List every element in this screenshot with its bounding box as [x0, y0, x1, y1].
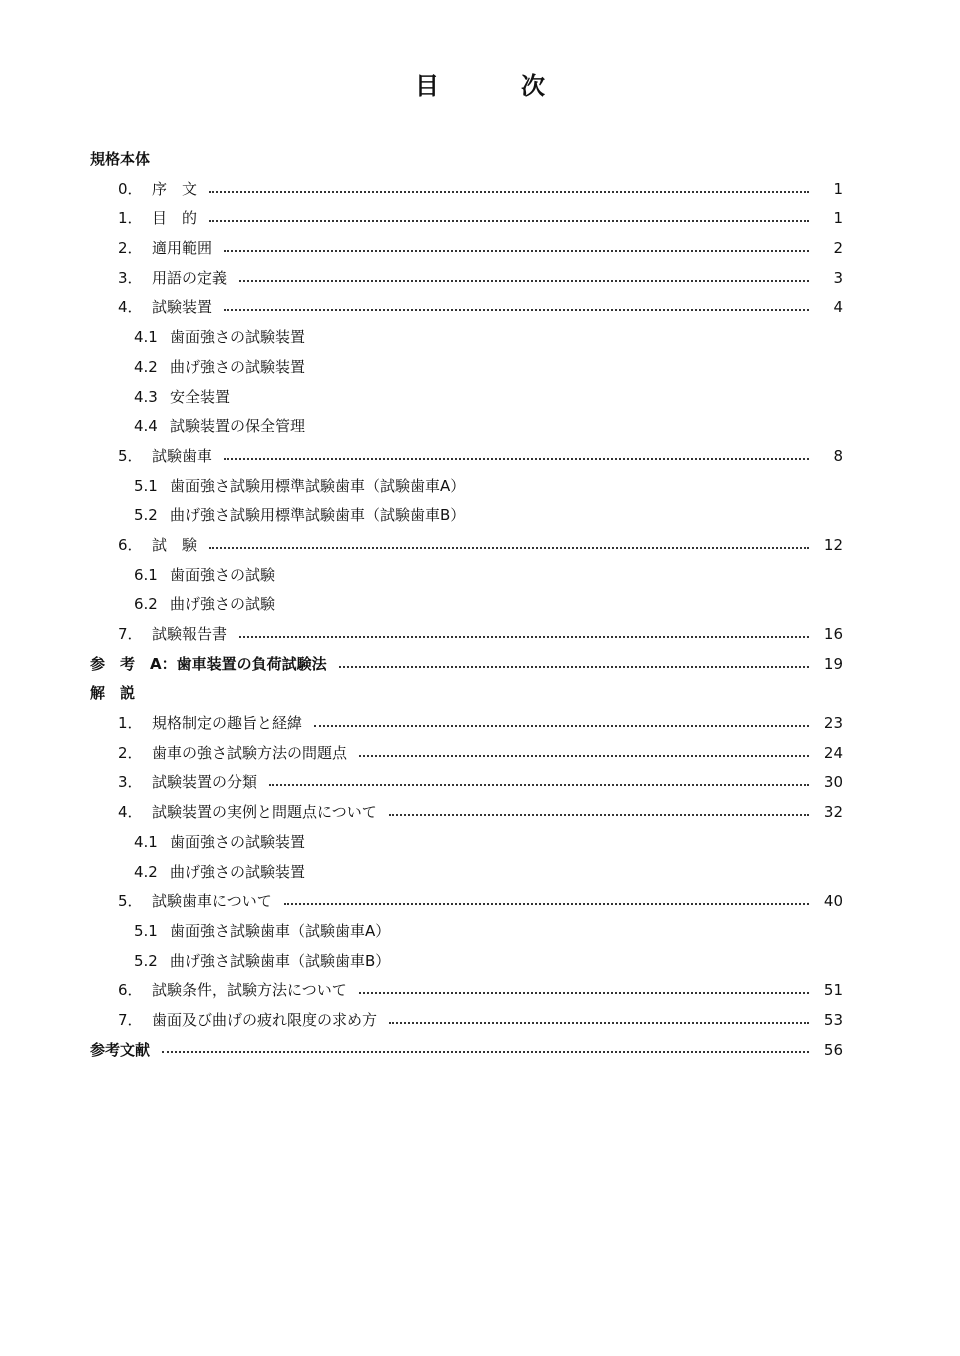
- dot-leader: [284, 903, 809, 905]
- toc-entry-label: 試験報告書: [152, 625, 228, 643]
- toc-entry[interactable]: [0, 709, 960, 739]
- toc-entry-number: 6．: [118, 535, 143, 554]
- toc-entry-label: 試験装置の実例と問題点について: [152, 803, 377, 822]
- toc-entry[interactable]: [0, 947, 960, 977]
- toc-entry-label: 試験歯車について: [152, 892, 272, 911]
- toc-entry[interactable]: [0, 976, 960, 1006]
- toc-page-number: 32: [823, 803, 843, 822]
- toc-entry[interactable]: [0, 768, 960, 798]
- toc-section-heading[interactable]: [0, 650, 960, 680]
- toc-page-number: 4: [833, 298, 843, 317]
- toc-entry[interactable]: [0, 620, 960, 650]
- toc-entry-label: 歯面及び曲げの疲れ限度の求め方: [152, 1010, 378, 1029]
- toc-entry-label: 解 説: [90, 684, 136, 703]
- toc-entry-number: 4.1: [134, 832, 158, 851]
- toc-page-number: 1: [833, 179, 843, 198]
- toc-entry-number: 3．: [118, 268, 143, 287]
- dot-leader: [224, 309, 809, 311]
- toc-entry[interactable]: [0, 383, 960, 413]
- toc-entry[interactable]: [0, 353, 960, 383]
- dot-leader: [209, 220, 809, 222]
- toc-entry-number: 2．: [118, 239, 143, 258]
- toc-entry[interactable]: [0, 1006, 960, 1036]
- toc-entry-label: 試験歯車: [152, 446, 213, 465]
- toc-entry-number: 4.2: [134, 862, 158, 881]
- dot-leader: [359, 755, 809, 757]
- title-char-1: 目: [415, 72, 439, 100]
- toc-entry[interactable]: [0, 175, 960, 205]
- toc-entry[interactable]: [0, 501, 960, 531]
- toc-entry-label: 歯車の強さ試験方法の問題点: [152, 743, 348, 762]
- toc-page-number: 23: [823, 714, 843, 733]
- toc-entry-label: 試験装置の分類: [152, 773, 258, 792]
- toc-entry-number: 5．: [118, 446, 143, 465]
- toc-entry-number: 6.1: [134, 565, 158, 584]
- toc-entry-number: 4．: [118, 298, 143, 317]
- toc-entry-label: 曲げ強さの試験装置: [170, 357, 306, 376]
- toc-entry-number: 4.4: [134, 417, 158, 436]
- toc-entry-label: 試 験: [152, 535, 198, 554]
- dot-leader: [224, 250, 809, 252]
- toc-entry[interactable]: [0, 442, 960, 472]
- toc-entry-label: 規格本体: [90, 150, 151, 168]
- toc-page-number: 3: [833, 268, 843, 287]
- dot-leader: [389, 814, 809, 816]
- toc-section-heading[interactable]: [0, 145, 960, 175]
- toc-entry[interactable]: [0, 798, 960, 828]
- toc-page-number: 24: [823, 743, 843, 762]
- dot-leader: [224, 458, 809, 460]
- toc-entry-label: 参考文献: [90, 1040, 151, 1059]
- toc-entry-number: 3．: [118, 773, 143, 792]
- toc-entry-label: 歯面強さ試験歯車（試験歯車A）: [170, 921, 391, 940]
- toc-page-number: 16: [823, 625, 843, 643]
- toc-page-number: 40: [823, 892, 843, 911]
- toc-entry-label: 安全装置: [170, 387, 231, 406]
- toc-entry[interactable]: [0, 887, 960, 917]
- toc-entry-label: 目 的: [152, 209, 198, 228]
- toc-entry-number: 6．: [118, 981, 143, 1000]
- toc-entry-number: 4.1: [134, 328, 158, 347]
- toc-page-number: 1: [833, 209, 843, 228]
- dot-leader: [162, 1051, 809, 1053]
- toc-entry-label: 歯面強さの試験装置: [170, 328, 306, 347]
- toc-page-number: 56: [823, 1040, 843, 1059]
- toc-entry-number: 0．: [118, 179, 143, 198]
- toc-page-number: 2: [833, 239, 843, 258]
- toc-entry-number: 4．: [118, 803, 143, 822]
- toc-entry-number: 5.1: [134, 476, 158, 495]
- toc-entry-label: 曲げ強さ試験用標準試験歯車（試験歯車B）: [170, 506, 466, 525]
- toc-entry-label: 歯面強さの試験: [170, 565, 276, 584]
- toc-entry-label: 歯面強さ試験用標準試験歯車（試験歯車A）: [170, 476, 466, 495]
- table-of-contents: [0, 145, 960, 1065]
- toc-entry[interactable]: [0, 293, 960, 323]
- toc-entry-number: 7．: [118, 1010, 143, 1029]
- toc-page-number: 53: [823, 1010, 843, 1029]
- toc-entry-label: 試験条件，試験方法について: [152, 981, 347, 1000]
- toc-entry-number: 5.2: [134, 951, 158, 970]
- toc-entry[interactable]: [0, 412, 960, 442]
- toc-entry[interactable]: [0, 590, 960, 620]
- title-char-2: 次: [521, 72, 545, 100]
- toc-entry-number: 5.1: [134, 921, 158, 940]
- toc-entry-label: 曲げ強さの試験: [170, 595, 276, 614]
- dot-leader: [209, 191, 809, 193]
- toc-entry[interactable]: [0, 917, 960, 947]
- toc-entry-number: 6.2: [134, 595, 158, 614]
- toc-entry[interactable]: [0, 323, 960, 353]
- toc-entry-number: 5．: [118, 892, 143, 911]
- toc-entry-number: 5.2: [134, 506, 158, 525]
- toc-entry[interactable]: [0, 264, 960, 294]
- toc-entry-label: 参 考 A：歯車装置の負荷試験法: [90, 654, 327, 673]
- toc-entry[interactable]: [0, 561, 960, 591]
- dot-leader: [209, 547, 809, 549]
- toc-entry[interactable]: [0, 858, 960, 888]
- toc-entry[interactable]: [0, 828, 960, 858]
- toc-entry-label: 曲げ強さの試験装置: [170, 862, 306, 881]
- toc-entry-label: 曲げ強さ試験歯車（試験歯車B）: [170, 951, 391, 970]
- toc-page-number: 19: [823, 654, 843, 673]
- dot-leader: [269, 784, 809, 786]
- dot-leader: [389, 1022, 809, 1024]
- dot-leader: [339, 666, 809, 668]
- page-title: [0, 66, 960, 106]
- toc-entry[interactable]: [0, 204, 960, 234]
- dot-leader: [239, 280, 809, 282]
- toc-entry[interactable]: [0, 472, 960, 502]
- toc-entry[interactable]: [0, 739, 960, 769]
- toc-page-number: 8: [833, 446, 843, 465]
- toc-entry-number: 4.2: [134, 357, 158, 376]
- toc-entry-label: 規格制定の趣旨と経緯: [152, 714, 303, 733]
- toc-entry-label: 歯面強さの試験装置: [170, 832, 306, 851]
- toc-entry-number: 2．: [118, 743, 143, 762]
- toc-entry[interactable]: [0, 531, 960, 561]
- toc-entry[interactable]: [0, 234, 960, 264]
- toc-entry-number: 1．: [118, 209, 143, 228]
- toc-section-heading[interactable]: [0, 679, 960, 709]
- toc-entry-number: 7．: [118, 625, 143, 643]
- toc-page-number: 51: [823, 981, 843, 1000]
- toc-section-heading[interactable]: [0, 1036, 960, 1066]
- toc-entry-label: 用語の定義: [152, 268, 228, 287]
- toc-page-number: 30: [823, 773, 843, 792]
- toc-entry-number: 4.3: [134, 387, 158, 406]
- toc-entry-number: 1．: [118, 714, 143, 733]
- toc-entry-label: 試験装置: [152, 298, 213, 317]
- dot-leader: [314, 725, 809, 727]
- dot-leader: [359, 992, 809, 994]
- toc-entry-label: 試験装置の保全管理: [170, 417, 306, 436]
- toc-entry-label: 序 文: [152, 179, 198, 198]
- toc-entry-label: 適用範囲: [152, 239, 213, 258]
- toc-page-number: 12: [823, 535, 843, 554]
- dot-leader: [239, 636, 809, 638]
